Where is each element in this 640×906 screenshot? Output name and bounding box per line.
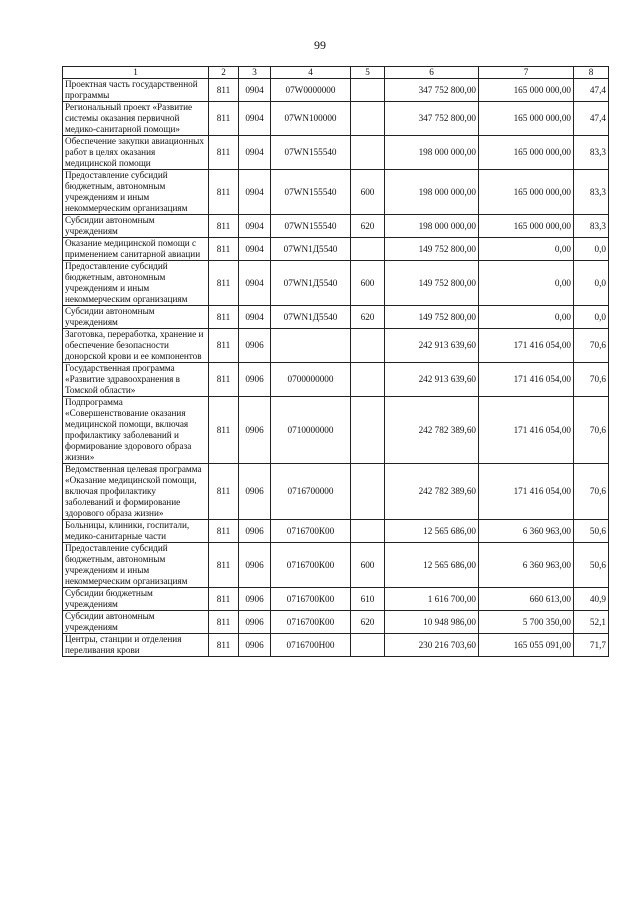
plan-amount-cell: 198 000 000,00	[385, 136, 479, 170]
vr-cell: 610	[351, 588, 385, 611]
vr-cell	[351, 520, 385, 543]
plan-amount-cell: 242 782 389,60	[385, 397, 479, 464]
actual-amount-cell: 5 700 350,00	[479, 611, 574, 634]
rz-cell: 811	[209, 102, 239, 136]
column-header: 7	[479, 67, 574, 79]
prz-cell: 0906	[239, 520, 271, 543]
column-header: 1	[63, 67, 209, 79]
table-row	[63, 215, 609, 238]
csr-cell: 0716700К00	[271, 520, 351, 543]
column-header: 3	[239, 67, 271, 79]
csr-cell: 0716700К00	[271, 611, 351, 634]
plan-amount-cell: 230 216 703,60	[385, 634, 479, 657]
table-row	[63, 520, 609, 543]
row-name-cell: Центры, станции и отделения переливания крови	[63, 634, 209, 657]
rz-cell: 811	[209, 136, 239, 170]
csr-cell: 07WN100000	[271, 102, 351, 136]
percent-cell: 52,1	[574, 611, 609, 634]
vr-cell	[351, 397, 385, 464]
row-name-cell: Субсидии бюджетным учреждениям	[63, 588, 209, 611]
vr-cell: 620	[351, 215, 385, 238]
row-name-cell: Оказание медицинской помощи с применением санитарной авиации	[63, 238, 209, 261]
rz-cell: 811	[209, 464, 239, 520]
csr-cell: 0716700К00	[271, 588, 351, 611]
actual-amount-cell: 165 000 000,00	[479, 79, 574, 102]
prz-cell: 0904	[239, 170, 271, 215]
percent-cell: 70,6	[574, 397, 609, 464]
plan-amount-cell: 198 000 000,00	[385, 170, 479, 215]
percent-cell: 83,3	[574, 170, 609, 215]
rz-cell: 811	[209, 329, 239, 363]
rz-cell: 811	[209, 306, 239, 329]
actual-amount-cell: 165 000 000,00	[479, 102, 574, 136]
table-row	[63, 363, 609, 397]
prz-cell: 0904	[239, 306, 271, 329]
table-row	[63, 102, 609, 136]
actual-amount-cell: 171 416 054,00	[479, 363, 574, 397]
csr-cell: 07WN155540	[271, 170, 351, 215]
budget-table	[62, 66, 609, 657]
prz-cell: 0906	[239, 543, 271, 588]
vr-cell: 620	[351, 611, 385, 634]
csr-cell: 0700000000	[271, 363, 351, 397]
percent-cell: 50,6	[574, 543, 609, 588]
actual-amount-cell: 165 000 000,00	[479, 215, 574, 238]
csr-cell: 0716700Н00	[271, 634, 351, 657]
row-name-cell: Субсидии автономным учреждениям	[63, 306, 209, 329]
row-name-cell: Государственная программа «Развитие здравоохранения в Томской области»	[63, 363, 209, 397]
actual-amount-cell: 165 000 000,00	[479, 170, 574, 215]
plan-amount-cell: 242 913 639,60	[385, 363, 479, 397]
actual-amount-cell: 171 416 054,00	[479, 329, 574, 363]
table-row	[63, 464, 609, 520]
plan-amount-cell: 198 000 000,00	[385, 215, 479, 238]
actual-amount-cell: 660 613,00	[479, 588, 574, 611]
percent-cell: 0,0	[574, 261, 609, 306]
rz-cell: 811	[209, 170, 239, 215]
prz-cell: 0904	[239, 215, 271, 238]
vr-cell	[351, 464, 385, 520]
row-name-cell: Предоставление субсидий бюджетным, автономным учреждениям и иным некоммерческим организациям	[63, 170, 209, 215]
table-row	[63, 261, 609, 306]
prz-cell: 0906	[239, 363, 271, 397]
percent-cell: 47,4	[574, 79, 609, 102]
actual-amount-cell: 6 360 963,00	[479, 520, 574, 543]
vr-cell	[351, 363, 385, 397]
header-row	[63, 67, 609, 79]
csr-cell	[271, 329, 351, 363]
vr-cell: 600	[351, 543, 385, 588]
column-header: 8	[574, 67, 609, 79]
table-row	[63, 170, 609, 215]
prz-cell: 0904	[239, 102, 271, 136]
row-name-cell: Заготовка, переработка, хранение и обеспечение безопасности донорской крови и ее компонентов	[63, 329, 209, 363]
csr-cell: 0716700К00	[271, 543, 351, 588]
actual-amount-cell: 165 000 000,00	[479, 136, 574, 170]
plan-amount-cell: 347 752 800,00	[385, 79, 479, 102]
csr-cell: 07W0000000	[271, 79, 351, 102]
percent-cell: 0,0	[574, 306, 609, 329]
row-name-cell: Предоставление субсидий бюджетным, автономным учреждениям и иным некоммерческим организациям	[63, 261, 209, 306]
table-row	[63, 79, 609, 102]
percent-cell: 83,3	[574, 136, 609, 170]
prz-cell: 0906	[239, 329, 271, 363]
row-name-cell: Предоставление субсидий бюджетным, автономным учреждениям и иным некоммерческим организациям	[63, 543, 209, 588]
actual-amount-cell: 171 416 054,00	[479, 397, 574, 464]
rz-cell: 811	[209, 215, 239, 238]
rz-cell: 811	[209, 363, 239, 397]
percent-cell: 71,7	[574, 634, 609, 657]
actual-amount-cell: 0,00	[479, 261, 574, 306]
row-name-cell: Проектная часть государственной программы	[63, 79, 209, 102]
prz-cell: 0906	[239, 588, 271, 611]
plan-amount-cell: 1 616 700,00	[385, 588, 479, 611]
table-row	[63, 397, 609, 464]
table-row	[63, 611, 609, 634]
row-name-cell: Ведомственная целевая программа «Оказание медицинской помощи, включая профилактику заболеваний и формирование здорового образа жизни»	[63, 464, 209, 520]
rz-cell: 811	[209, 397, 239, 464]
vr-cell	[351, 634, 385, 657]
plan-amount-cell: 347 752 800,00	[385, 102, 479, 136]
percent-cell: 40,9	[574, 588, 609, 611]
prz-cell: 0904	[239, 238, 271, 261]
prz-cell: 0904	[239, 79, 271, 102]
prz-cell: 0906	[239, 634, 271, 657]
vr-cell: 620	[351, 306, 385, 329]
prz-cell: 0906	[239, 397, 271, 464]
vr-cell	[351, 102, 385, 136]
rz-cell: 811	[209, 543, 239, 588]
table-row	[63, 329, 609, 363]
prz-cell: 0906	[239, 611, 271, 634]
vr-cell: 600	[351, 261, 385, 306]
column-header: 6	[385, 67, 479, 79]
percent-cell: 70,6	[574, 329, 609, 363]
prz-cell: 0906	[239, 464, 271, 520]
csr-cell: 0716700000	[271, 464, 351, 520]
row-name-cell: Субсидии автономным учреждениям	[63, 215, 209, 238]
table-row	[63, 136, 609, 170]
actual-amount-cell: 0,00	[479, 238, 574, 261]
percent-cell: 70,6	[574, 363, 609, 397]
table-row	[63, 543, 609, 588]
vr-cell	[351, 238, 385, 261]
row-name-cell: Региональный проект «Развитие системы оказания первичной медико-санитарной помощи»	[63, 102, 209, 136]
row-name-cell: Субсидии автономным учреждениям	[63, 611, 209, 634]
csr-cell: 07WN155540	[271, 215, 351, 238]
row-name-cell: Обеспечение закупки авиационных работ в целях оказания медицинской помощи	[63, 136, 209, 170]
rz-cell: 811	[209, 634, 239, 657]
row-name-cell: Подпрограмма «Совершенствование оказания медицинской помощи, включая профилактику заболеваний и формирование здорового образа жизни»	[63, 397, 209, 464]
prz-cell: 0904	[239, 261, 271, 306]
rz-cell: 811	[209, 588, 239, 611]
plan-amount-cell: 149 752 800,00	[385, 238, 479, 261]
actual-amount-cell: 6 360 963,00	[479, 543, 574, 588]
actual-amount-cell: 171 416 054,00	[479, 464, 574, 520]
rz-cell: 811	[209, 611, 239, 634]
plan-amount-cell: 12 565 686,00	[385, 543, 479, 588]
csr-cell: 07WN1Д5540	[271, 238, 351, 261]
vr-cell	[351, 79, 385, 102]
table-row	[63, 306, 609, 329]
plan-amount-cell: 10 948 986,00	[385, 611, 479, 634]
vr-cell: 600	[351, 170, 385, 215]
column-header: 2	[209, 67, 239, 79]
column-header: 4	[271, 67, 351, 79]
table-row	[63, 588, 609, 611]
table-row	[63, 238, 609, 261]
plan-amount-cell: 12 565 686,00	[385, 520, 479, 543]
rz-cell: 811	[209, 79, 239, 102]
vr-cell	[351, 136, 385, 170]
plan-amount-cell: 242 782 389,60	[385, 464, 479, 520]
row-name-cell: Больницы, клиники, госпитали, медико-санитарные части	[63, 520, 209, 543]
column-header: 5	[351, 67, 385, 79]
page-number: 99	[314, 38, 326, 52]
table-body	[63, 79, 609, 657]
plan-amount-cell: 149 752 800,00	[385, 306, 479, 329]
percent-cell: 47,4	[574, 102, 609, 136]
actual-amount-cell: 165 055 091,00	[479, 634, 574, 657]
rz-cell: 811	[209, 238, 239, 261]
vr-cell	[351, 329, 385, 363]
prz-cell: 0904	[239, 136, 271, 170]
percent-cell: 50,6	[574, 520, 609, 543]
rz-cell: 811	[209, 261, 239, 306]
plan-amount-cell: 149 752 800,00	[385, 261, 479, 306]
csr-cell: 0710000000	[271, 397, 351, 464]
actual-amount-cell: 0,00	[479, 306, 574, 329]
csr-cell: 07WN155540	[271, 136, 351, 170]
rz-cell: 811	[209, 520, 239, 543]
percent-cell: 0,0	[574, 238, 609, 261]
csr-cell: 07WN1Д5540	[271, 306, 351, 329]
percent-cell: 83,3	[574, 215, 609, 238]
plan-amount-cell: 242 913 639,60	[385, 329, 479, 363]
csr-cell: 07WN1Д5540	[271, 261, 351, 306]
percent-cell: 70,6	[574, 464, 609, 520]
table-row	[63, 634, 609, 657]
